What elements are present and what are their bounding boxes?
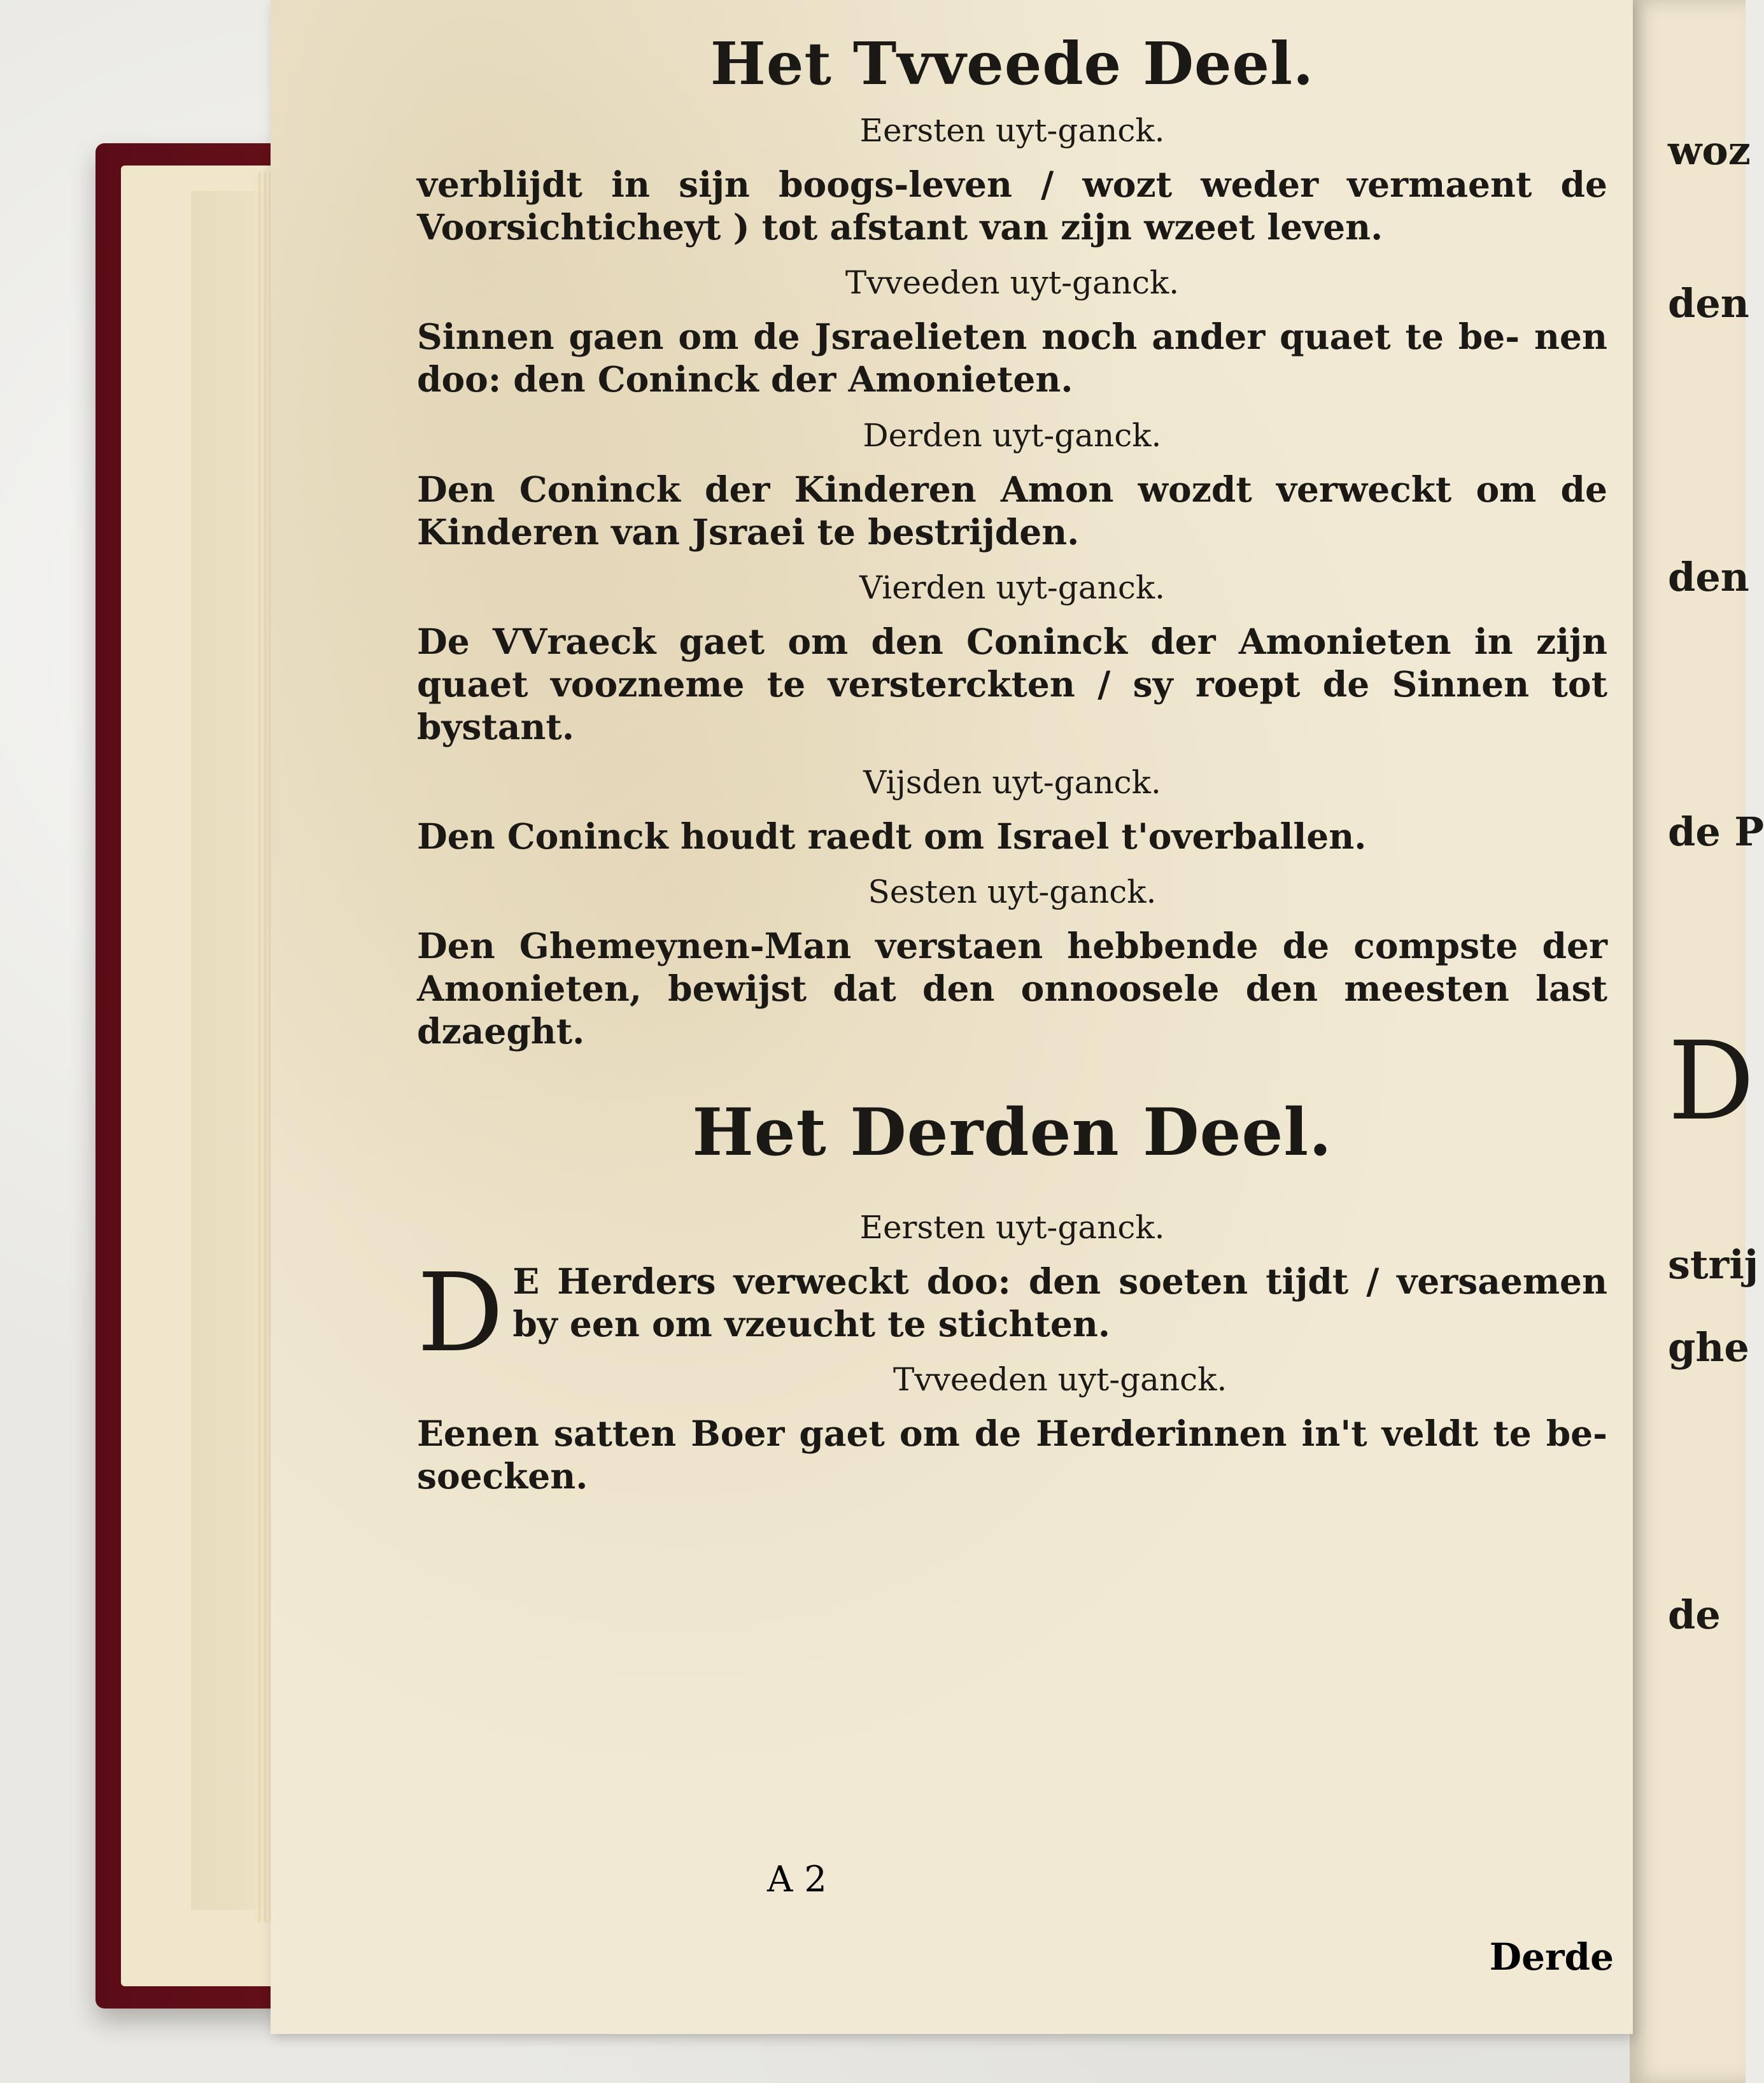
scene-label: Eersten uyt-ganck. <box>859 112 1165 150</box>
scene-label: Vijsden uyt-ganck. <box>863 764 1161 801</box>
scene-summary: Sinnen gaen om de Jsraelieten noch ander quaet te be- nen doo: den Coninck der Amonieten. <box>417 316 1607 400</box>
scene-summary: Den Coninck houdt raedt om Israel t'overballen. <box>417 816 1367 858</box>
scene-label: Sesten uyt-ganck. <box>868 873 1157 911</box>
part-two-heading: Het Tvveede Deel. <box>710 29 1315 98</box>
printed-page <box>271 0 1633 2034</box>
scene-label: Eersten uyt-ganck. <box>859 1208 1165 1246</box>
scene-summary: Eenen satten Boer gaet om de Herderinnen in't veldt te be- soecken. <box>417 1412 1607 1497</box>
scene-label: Tvveeden uyt-ganck. <box>845 264 1180 302</box>
scene-summary: De VVraeck gaet om den Coninck der Amonieten in zijn quaet voozneme te versterckten / sy roept de Sinnen tot bystant. <box>417 620 1607 747</box>
facing-page <box>1630 0 1764 2083</box>
page-text-block <box>417 25 1607 1502</box>
scene-summary <box>417 1250 1607 1376</box>
facing-fragment: den <box>1668 280 1749 327</box>
scene-label: Tvveeden uyt-ganck. <box>893 1360 1227 1398</box>
scene-label: Vierden uyt-ganck. <box>859 568 1166 606</box>
scene-label: Derden uyt-ganck. <box>863 416 1162 454</box>
signature-mark: A 2 <box>767 1859 827 1900</box>
facing-fragment: woz <box>1668 127 1751 174</box>
facing-fragment: ghe <box>1668 1324 1749 1371</box>
facing-fragment: D <box>1668 1019 1755 1145</box>
part-three-heading: Het Derden Deel. <box>692 1094 1332 1171</box>
scene-summary: Den Ghemeynen-Man verstaen hebbende de compste der Amonieten, bewijst dat den onnoosele den meesten last dzaeght. <box>417 925 1607 1052</box>
scene-summary: Den Coninck der Kinderen Amon wozdt verweckt om de Kinderen van Jsraei te bestrijden. <box>417 468 1607 553</box>
facing-fragment: de P <box>1668 808 1764 855</box>
catchword: Derde <box>1489 1935 1614 1979</box>
scene-summary-text: E Herders verweckt doo: den soeten tijdt / versaemen by een om vzeucht te stichten. <box>512 1260 1607 1345</box>
scene-summary: verblijdt in sijn boogs-leven / wozt weder vermaent de Voorsichticheyt ) tot afstant van zijn wzeet leven. <box>417 164 1607 248</box>
facing-fragment: den <box>1668 554 1749 600</box>
drop-cap: D <box>417 1250 504 1376</box>
facing-fragment: strij <box>1668 1241 1759 1288</box>
facing-fragment: de <box>1668 1592 1721 1638</box>
